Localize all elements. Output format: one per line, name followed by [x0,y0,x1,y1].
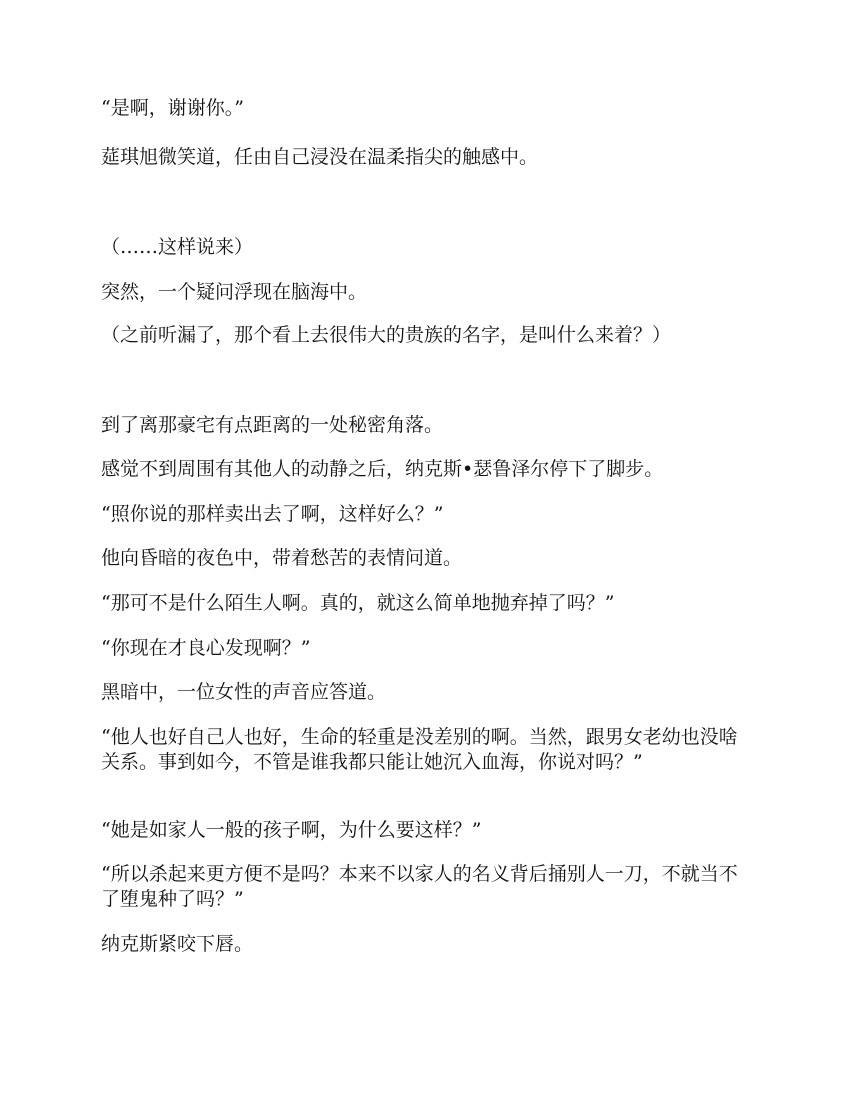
paragraph: “那可不是什么陌生人啊。真的，就这么简单地抛弃掉了吗？” [101,592,615,614]
paragraph: 到了离那豪宅有点距离的一处秘密角落。 [101,414,444,436]
paragraph: 感觉不到周围有其他人的动静之后，纳克斯•瑟鲁泽尔停下了脚步。 [101,458,664,480]
paragraph: “她是如家人一般的孩子啊，为什么要这样？” [101,819,482,841]
paragraph: 纳克斯紧咬下唇。 [101,933,254,955]
paragraph: 他向昏暗的夜色中，带着愁苦的表情问道。 [101,547,463,569]
paragraph: “所以杀起来更方便不是吗？本来不以家人的名义背后捅别人一刀，不就当不了堕鬼种了吗？” [101,863,738,910]
paragraph: “是啊，谢谢你。” [101,97,244,119]
paragraph: 黑暗中，一位女性的声音应答道。 [101,681,387,703]
paragraph: （……这样说来） [101,236,254,258]
paragraph: “照你说的那样卖出去了啊，这样好么？” [101,503,444,525]
paragraph: “你现在才良心发现啊？” [101,637,311,659]
paragraph: （之前听漏了，那个看上去很伟大的贵族的名字，是叫什么来着？） [101,324,672,346]
paragraph: “他人也好自己人也好，生命的轻重是没差别的啊。当然，跟男女老幼也没啥关系。事到如今，不管是谁我都只能让她沉入血海，你说对吗？” [101,726,738,773]
paragraph: 莚琪旭微笑道，任由自己浸没在温柔指尖的触感中。 [101,146,539,168]
paragraph: 突然，一个疑问浮现在脑海中。 [101,281,368,303]
